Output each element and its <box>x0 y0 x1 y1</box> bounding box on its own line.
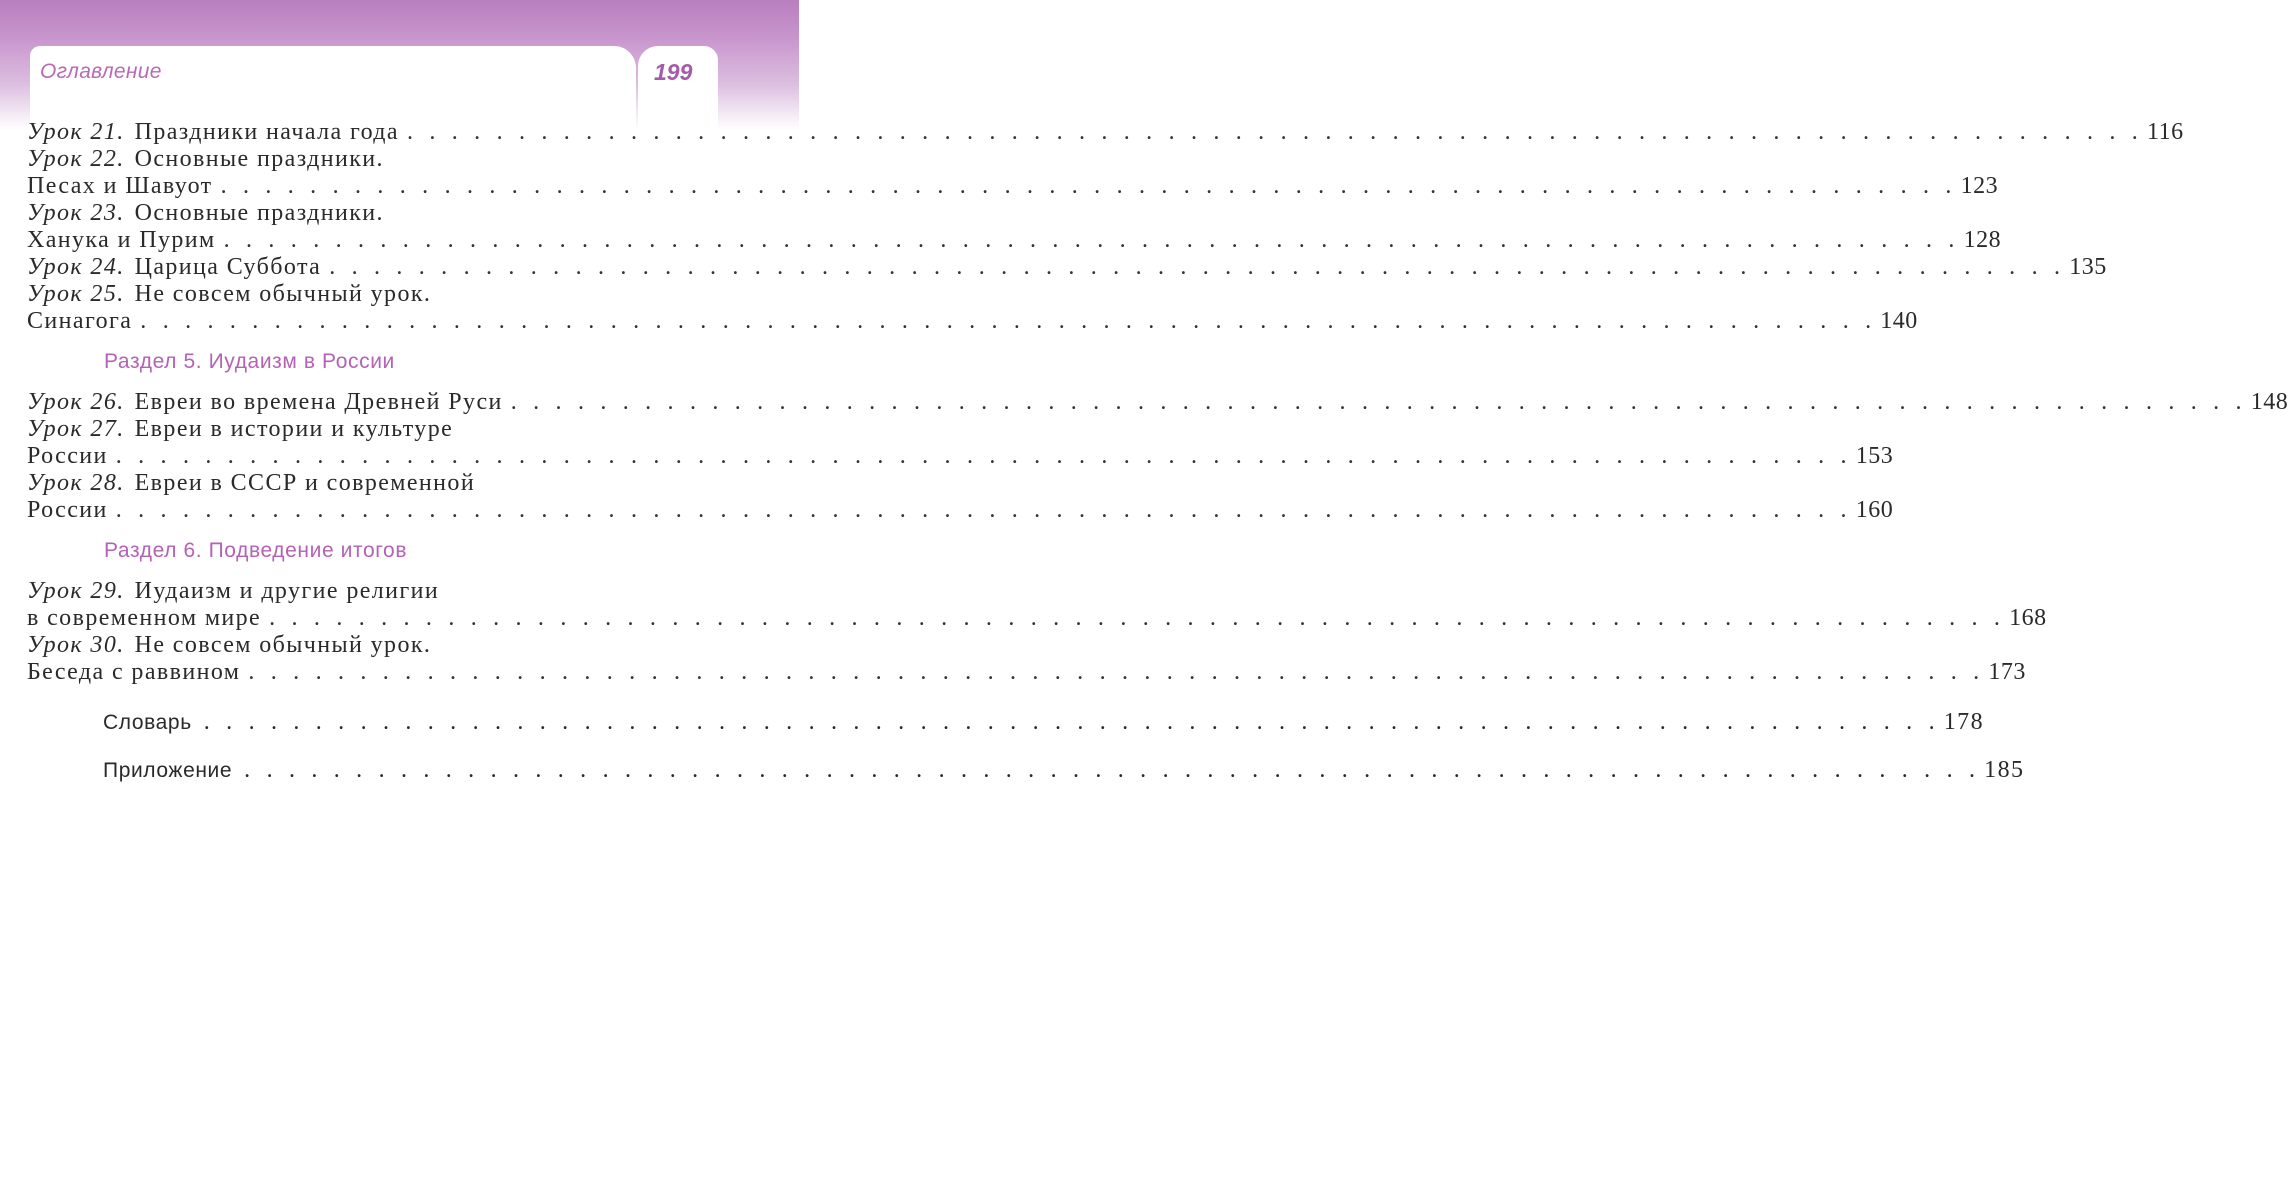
toc-entry-continuation[interactable] <box>27 605 2047 632</box>
entry-title: России <box>27 443 108 469</box>
entry-title: Ханука и Пурим <box>27 227 216 253</box>
entry-title: Евреи в истории и культуре <box>134 416 454 442</box>
header-tab <box>30 46 636 130</box>
toc-entry-continuation[interactable] <box>27 308 1918 335</box>
entry-page: 160 <box>1855 497 1894 523</box>
toc-entry-appendix[interactable] <box>27 746 2025 794</box>
leader-dots: . . . . . . . . . . . . . . . . . . . . . . . . . . . . . . . . . . . . . . . . . . . . . . . . . . . . . . . . . . . . . . . . . . . . . . . . . . . . . . <box>248 659 1985 685</box>
lesson-number: Урок 22. <box>27 146 125 172</box>
entry-title: Царица Суббота <box>134 254 322 280</box>
toc-entry[interactable] <box>27 389 2288 416</box>
toc-entry[interactable] <box>27 254 2107 281</box>
entry-page: 123 <box>1960 173 1999 199</box>
lesson-number: Урок 30. <box>27 632 125 658</box>
toc-entry-continuation[interactable] <box>27 227 2002 254</box>
entry-title: Основные праздники. <box>134 200 384 226</box>
table-of-contents <box>27 119 2288 794</box>
leader-dots: . . . . . . . . . . . . . . . . . . . . . . . . . . . . . . . . . . . . . . . . . . . . . . . . . . . . . . . . . . . . . . . . . . . . . . . . . . . . . . <box>406 119 2143 145</box>
entry-title: Синагога <box>27 308 133 334</box>
toc-entry[interactable] <box>27 281 717 308</box>
entry-title: Беседа с раввином <box>27 659 241 685</box>
entry-page: 148 <box>2250 389 2288 415</box>
toc-entry[interactable] <box>27 146 717 173</box>
entry-title: в современном мире <box>27 605 262 631</box>
entry-title: Праздники начала года <box>134 119 399 145</box>
leader-dots: . . . . . . . . . . . . . . . . . . . . . . . . . . . . . . . . . . . . . . . . . . . . . . . . . . . . . . . . . . . . . . . . . . . . . . . . . . . . . . <box>244 757 1981 783</box>
leader-dots: . . . . . . . . . . . . . . . . . . . . . . . . . . . . . . . . . . . . . . . . . . . . . . . . . . . . . . . . . . . . . . . . . . . . . . . . . . . . . . <box>115 443 1852 469</box>
lesson-number: Урок 29. <box>27 578 125 604</box>
leader-dots: . . . . . . . . . . . . . . . . . . . . . . . . . . . . . . . . . . . . . . . . . . . . . . . . . . . . . . . . . . . . . . . . . . . . . . . . . . . . . . <box>140 308 1877 334</box>
leader-dots: . . . . . . . . . . . . . . . . . . . . . . . . . . . . . . . . . . . . . . . . . . . . . . . . . . . . . . . . . . . . . . . . . . . . . . . . . . . . . . <box>220 173 1957 199</box>
leader-dots: . . . . . . . . . . . . . . . . . . . . . . . . . . . . . . . . . . . . . . . . . . . . . . . . . . . . . . . . . . . . . . . . . . . . . . . . . . . . . . <box>115 497 1852 523</box>
entry-title: Не совсем обычный урок. <box>134 281 432 307</box>
leader-dots: . . . . . . . . . . . . . . . . . . . . . . . . . . . . . . . . . . . . . . . . . . . . . . . . . . . . . . . . . . . . . . . . . . . . . . . . . . . . . . <box>203 709 1940 735</box>
leader-dots: . . . . . . . . . . . . . . . . . . . . . . . . . . . . . . . . . . . . . . . . . . . . . . . . . . . . . . . . . . . . . . . . . . . . . . . . . . . . . . <box>329 254 2066 280</box>
entry-title: Не совсем обычный урок. <box>134 632 432 658</box>
entry-title: Иудаизм и другие религии <box>134 578 440 604</box>
section-heading[interactable]: Раздел 6. Подведение итогов <box>104 539 408 562</box>
entry-title: Евреи во времена Древней Руси <box>134 389 503 415</box>
toc-entry[interactable] <box>27 119 2184 146</box>
toc-entry-continuation[interactable] <box>27 497 1894 524</box>
entry-title: Словарь <box>103 711 192 734</box>
entry-page: 116 <box>2146 119 2184 145</box>
entry-title: Приложение <box>103 759 233 782</box>
entry-title: Основные праздники. <box>134 146 384 172</box>
leader-dots: . . . . . . . . . . . . . . . . . . . . . . . . . . . . . . . . . . . . . . . . . . . . . . . . . . . . . . . . . . . . . . . . . . . . . . . . . . . . . . <box>223 227 1960 253</box>
entry-page: 140 <box>1880 308 1918 334</box>
entry-title: Песах и Шавуот <box>27 173 213 199</box>
lesson-number: Урок 23. <box>27 200 125 226</box>
lesson-number: Урок 21. <box>27 119 125 145</box>
entry-page: 178 <box>1943 709 1984 735</box>
entry-page: 185 <box>1984 757 2025 783</box>
lesson-number: Урок 25. <box>27 281 125 307</box>
entry-page: 173 <box>1988 659 2026 685</box>
entry-title: России <box>27 497 108 523</box>
toc-entry[interactable] <box>27 578 717 605</box>
toc-entry[interactable] <box>27 200 717 227</box>
entry-page: 128 <box>1963 227 2002 253</box>
lesson-number: Урок 27. <box>27 416 125 442</box>
entry-title: Евреи в СССР и современной <box>134 470 476 496</box>
leader-dots: . . . . . . . . . . . . . . . . . . . . . . . . . . . . . . . . . . . . . . . . . . . . . . . . . . . . . . . . . . . . . . . . . . . . . . . . . . . . . . <box>510 389 2247 415</box>
toc-entry[interactable] <box>27 416 717 443</box>
toc-entry[interactable] <box>27 632 717 659</box>
toc-entry[interactable] <box>27 470 717 497</box>
lesson-number: Урок 28. <box>27 470 125 496</box>
toc-entry-continuation[interactable] <box>27 173 1999 200</box>
running-header-title: Оглавление <box>40 60 162 83</box>
entry-page: 135 <box>2069 254 2107 280</box>
section-heading[interactable]: Раздел 5. Иудаизм в России <box>104 350 395 373</box>
lesson-number: Урок 26. <box>27 389 125 415</box>
leader-dots: . . . . . . . . . . . . . . . . . . . . . . . . . . . . . . . . . . . . . . . . . . . . . . . . . . . . . . . . . . . . . . . . . . . . . . . . . . . . . . <box>269 605 2006 631</box>
toc-entry-continuation[interactable] <box>27 659 2026 686</box>
entry-page: 168 <box>2009 605 2047 631</box>
toc-entry-continuation[interactable] <box>27 443 1894 470</box>
entry-page: 153 <box>1855 443 1894 469</box>
toc-entry-glossary[interactable] <box>27 698 1984 746</box>
lesson-number: Урок 24. <box>27 254 125 280</box>
page-number: 199 <box>654 59 693 85</box>
